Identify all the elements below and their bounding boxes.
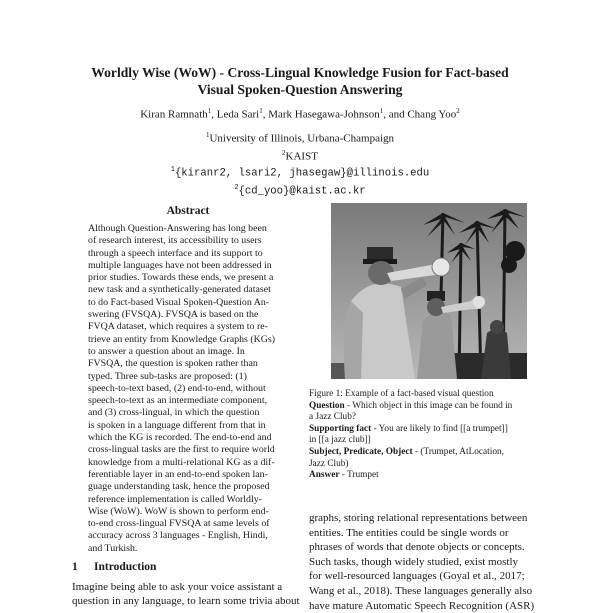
section-number: 1 [72,561,78,573]
affiliations [100,128,500,198]
paper-title [70,64,530,98]
abstract-line: to do Fact-based Visual Spoken-Question An- [88,296,270,308]
affiliation-1: $^1$University of Illinois, Urbana-Champaign [205,131,395,145]
abstract-heading: Abstract [166,205,210,217]
abstract-line: speech-to-text based, (2) end-to-end, without [88,382,266,394]
caption-spo: Subject, Predicate, Object - (Trumpet, AtLocation, [309,446,504,457]
abstract-line: Although Question-Answering has long been [88,223,267,234]
abstract-line: ferentiable layer in an end-to-end spoken lan- [88,468,268,480]
caption-fact: Supporting fact - You are likely to find [[a trumpet]] [309,423,508,434]
intro-body [72,580,298,608]
author-affil-mark: 1 [207,107,212,115]
affiliation-2: $^2$KAIST [282,148,318,163]
abstract-line: guage understanding task, hence the proposed [88,481,270,493]
abstract-line: accuracy across 3 languages - English, Hindi, [88,530,268,542]
figure-caption [309,389,531,482]
abstract-line: of research interest, its accessibility to users [88,235,262,247]
right-column-body [309,511,535,613]
caption-answer: Answer - Trumpet [309,470,379,481]
body-line: have mature Automatic Speech Recognition (ASR) [309,599,535,612]
abstract-line: through a speech interface and its support to [88,247,263,259]
caption-question: Question - Which object in this image can be found in [309,400,513,411]
abstract-line: knowledge from a multi-relational KG as a dif- [88,456,275,468]
body-line: for well-resourced languages (Goyal et al., 2017; [309,570,525,583]
body-line: graphs, storing relational representations between [309,512,528,524]
abstract-line: which the KG is recorded. The end-to-end and [88,432,272,444]
abstract-body [88,223,288,555]
body-line: Wang et al., 2018). These languages generally also [309,584,533,597]
abstract-line: FVQA dataset, which requires a system to re- [88,321,268,333]
email-2: $^2${cd_yoo}@kaist.ac.kr [234,183,366,198]
figure-image [331,203,527,379]
abstract-line: and (3) cross-lingual, in which the question [88,407,260,419]
abstract-line: multiple languages have not been addressed in [88,259,272,271]
intro-line: Imagine being able to ask your voice assistant a [72,581,283,593]
author-affil-mark: 2 [456,107,460,115]
caption-title: Figure 1: Example of a fact-based visual question [309,389,494,399]
abstract-line: new task and a synthetically-generated dataset [88,284,271,296]
email-1: $^1${kiranr2, lsari2, jhasegaw}@illinois.edu [170,166,430,180]
title-line-1: Worldly Wise (WoW) - Cross-Lingual Knowledge Fusion for Fact-based [91,65,509,80]
title-line-2: Visual Spoken-Question Answering [197,82,403,97]
abstract-line: prior studies. Towards these ends, we present a [88,272,274,284]
body-line: Such tasks, though widely studied, exist mostly [309,555,518,568]
caption-question-cont: a Jazz Club? [309,412,356,423]
intro-line: question in any language, to learn some trivia about [72,595,300,607]
author-list: Kiran Ramnath$^1$, Leda Sari$^1$, Mark Hasegawa-Johnson$^1$, and Chang Yoo$^2$ [140,107,460,121]
abstract-line: FVSQA, the question is spoken rather than [88,358,258,370]
author-name: Mark Hasegawa-Johnson [268,108,380,121]
section-heading [72,561,156,573]
author-name: Leda Sari [216,108,260,121]
author-affil-mark: 1 [259,107,263,115]
abstract-line: to answer a question about an image. In [88,345,245,357]
caption-fact-cont: in [[a jazz club]] [309,435,371,446]
abstract-line: to-end cross-lingual FVSQA at same levels of [88,518,270,530]
abstract-line: is spoken in a language different from that in [88,419,266,431]
abstract-line: swering (FVSQA). FVSQA is based on the [88,309,259,321]
caption-spo-cont: Jazz Club) [309,458,349,469]
abstract-line: speech-to-text as an intermediate component, [88,395,268,407]
author-name: Chang Yoo [407,108,457,121]
abstract-line: reference implementation is called Worldly- [88,493,262,505]
trumpet-photo [331,203,527,379]
abstract-line: Wise (WoW). WoW is shown to perform end- [88,505,269,517]
author-name: Kiran Ramnath [140,108,208,121]
abstract-line: trieve an entity from Knowledge Graphs (KGs) [88,333,276,345]
abstract-line: and Turkish. [88,542,138,554]
body-line: phrases of words that denote objects or concepts. [309,541,525,554]
section-title: Introduction [94,561,157,573]
abstract-line: cross-lingual tasks are the first to require world [88,444,275,456]
body-line: entities. The entities could be single words or [309,526,509,539]
abstract-line: typed. Three sub-tasks are proposed: (1) [88,370,247,382]
author-affil-mark: 1 [379,107,384,115]
